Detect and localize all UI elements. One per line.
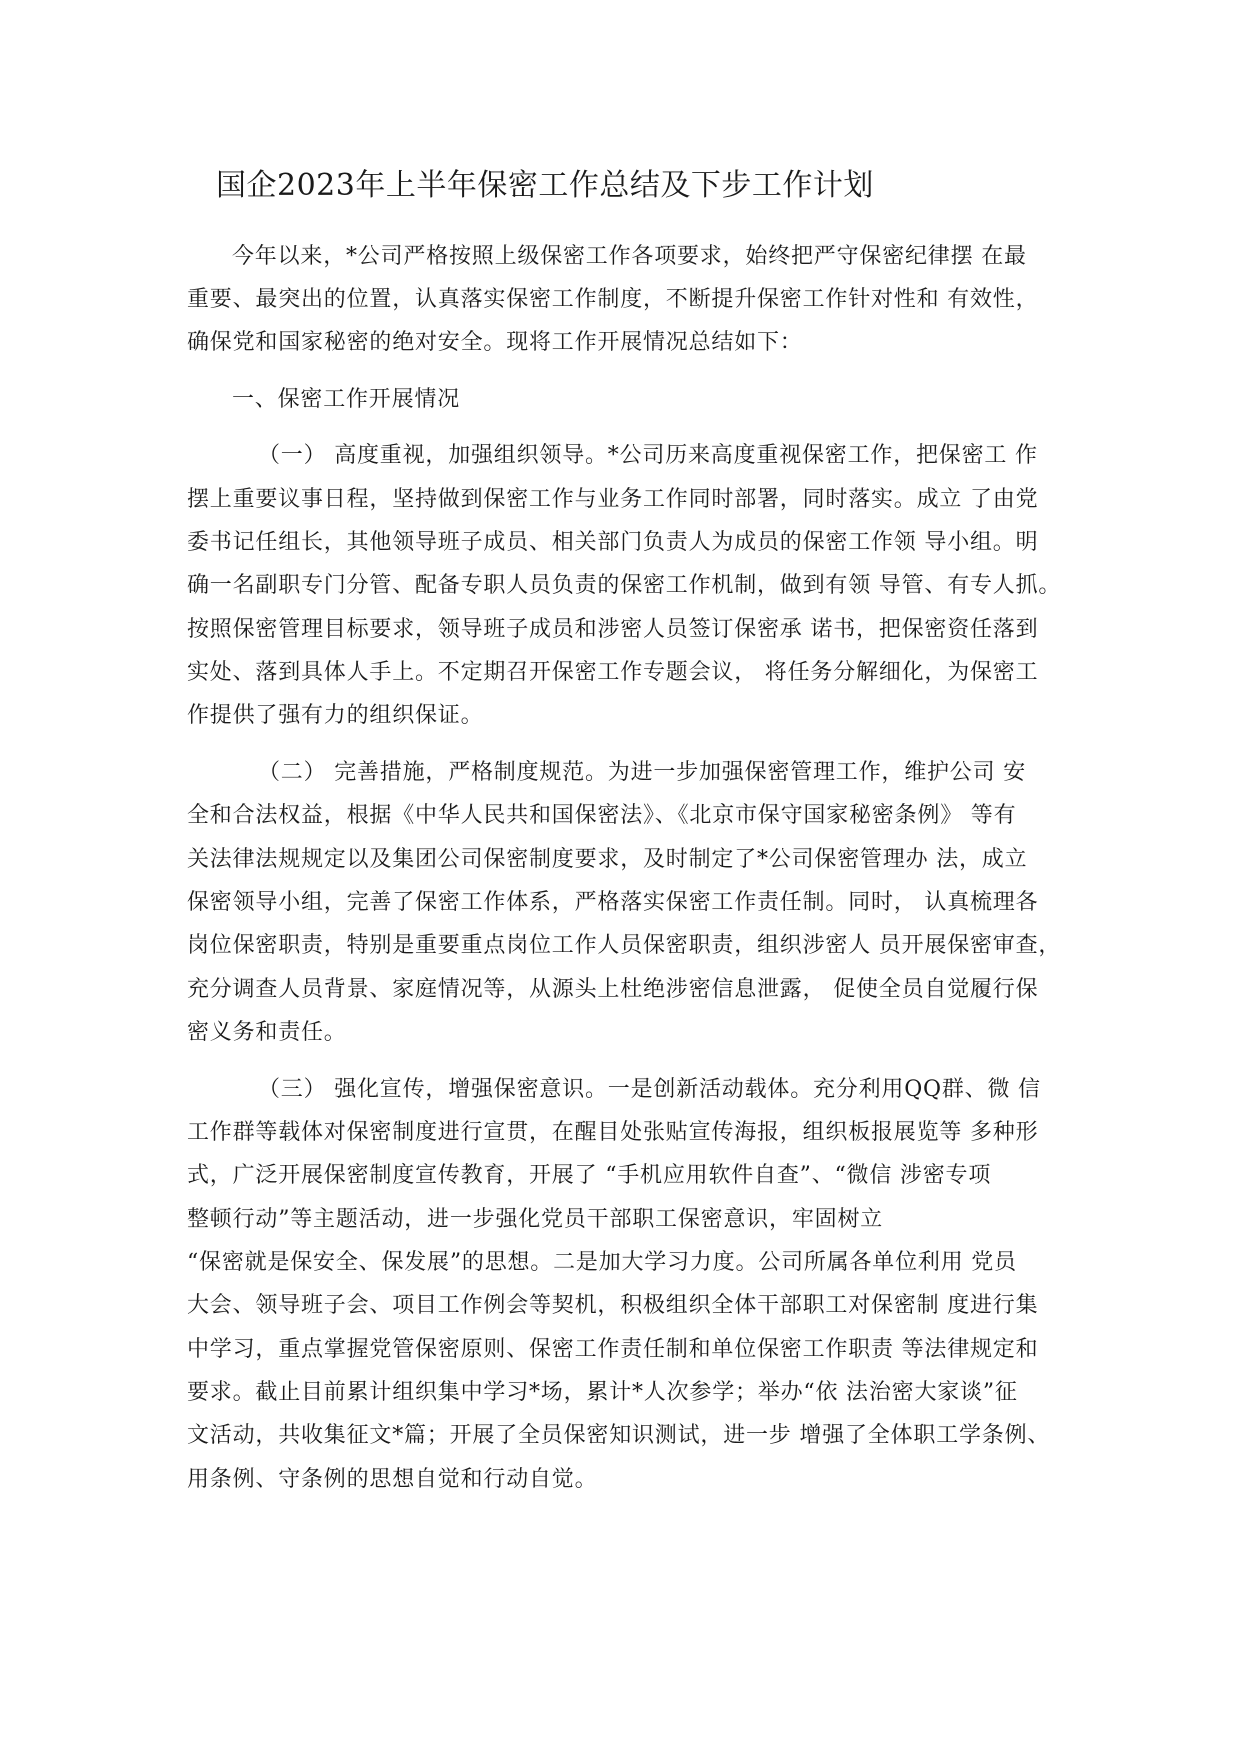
para1-line: 作提供了强有力的组织保证。 (187, 703, 484, 728)
para1-line: 按照保密管理目标要求，领导班子成员和涉密人员签订保密承 诺书，把保密资任落到 (187, 617, 1039, 642)
para3-line: 文活动，共收集征文*篇；开展了全员保密知识测试，进一步 增强了全体职工学条例、 (187, 1423, 1051, 1448)
para2-line: （二） 完善措施，严格制度规范。为进一步加强保密管理工作，维护公司 安 (258, 760, 1026, 785)
intro-line: 今年以来，*公司严格按照上级保密工作各项要求，始终把严守保密纪律摆 在最 (232, 244, 1027, 269)
para1-line: 实处、落到具体人手上。不定期召开保密工作专题会议， 将任务分解细化，为保密工 (187, 660, 1039, 685)
para3-line: 式，广泛开展保密制度宣传教育，开展了 “手机应用软件自查”、“微信 涉密专项 (187, 1163, 992, 1188)
para1-line: 确一名副职专门分管、配备专职人员负责的保密工作机制，做到有领 导管、有专人抓。 (187, 573, 1062, 598)
para2-line: 岗位保密职责，特别是重要重点岗位工作人员保密职责，组织涉密人 员开展保密审查， (187, 933, 1062, 958)
para3-line: 大会、领导班子会、项目工作例会等契机，积极组织全体干部职工对保密制 度进行集 (187, 1293, 1039, 1318)
para3-line: 中学习，重点掌握党管保密原则、保密工作责任制和单位保密工作职责 等法律规定和 (187, 1337, 1039, 1362)
para3-line: 要求。截止目前累计组织集中学习*场，累计*人次参学；举办“依 法治密大家谈”征 (187, 1380, 1018, 1405)
para2-line: 充分调查人员背景、家庭情况等，从源头上杜绝涉密信息泄露， 促使全员自觉履行保 (187, 977, 1039, 1002)
para2-line: 全和合法权益，根据《中华人民共和国保密法》、《北京市保守国家秘密条例》 等有 (187, 803, 1017, 828)
para1-line: 摆上重要议事日程，坚持做到保密工作与业务工作同时部署，同时落实。成立 了由党 (187, 487, 1039, 512)
para3-line: 整顿行动”等主题活动，进一步强化党员干部职工保密意识，牢固树立 (187, 1207, 884, 1232)
document-title: 国企2023年上半年保密工作总结及下步工作计划 (216, 168, 874, 203)
para3-line: 工作群等载体对保密制度进行宣贯，在醒目处张贴宣传海报，组织板报展览等 多种形 (187, 1120, 1039, 1145)
para2-line: 保密领导小组，完善了保密工作体系，严格落实保密工作责任制。同时， 认真梳理各 (187, 890, 1039, 915)
section-heading: 一、保密工作开展情况 (232, 387, 461, 412)
para3-line: “保密就是保安全、保发展”的思想。二是加大学习力度。公司所属各单位利用 党员 (187, 1250, 1017, 1275)
para1-line: （一） 高度重视，加强组织领导。*公司历来高度重视保密工作，把保密工 作 (258, 443, 1038, 468)
intro-line: 重要、最突出的位置，认真落实保密工作制度，不断提升保密工作针对性和 有效性， (187, 287, 1039, 312)
para2-line: 密义务和责任。 (187, 1020, 347, 1045)
para2-line: 关法律法规规定以及集团公司保密制度要求，及时制定了*公司保密管理办 法，成立 (187, 847, 1028, 872)
intro-line: 确保党和国家秘密的绝对安全。现将工作开展情况总结如下： (187, 330, 803, 355)
para1-line: 委书记任组长，其他领导班子成员、相关部门负责人为成员的保密工作领 导小组。明 (187, 530, 1039, 555)
para3-line: （三） 强化宣传，增强保密意识。一是创新活动载体。充分利用QQ群、微 信 (258, 1077, 1041, 1102)
para3-line: 用条例、守条例的思想自觉和行动自觉。 (187, 1467, 598, 1492)
